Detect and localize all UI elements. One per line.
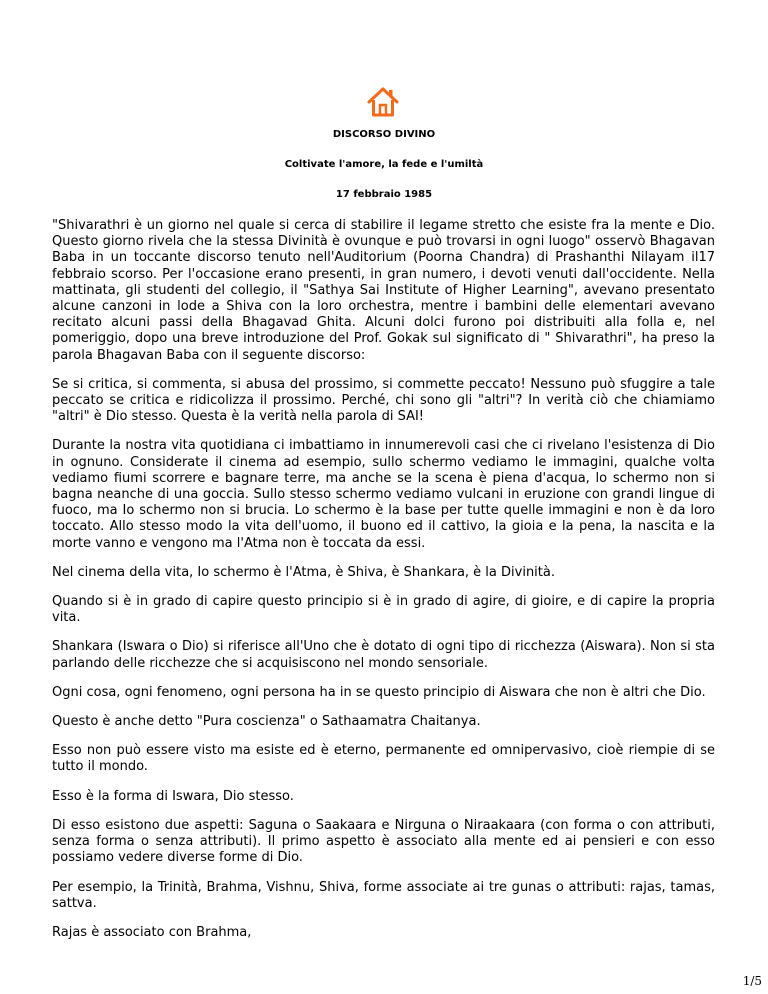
paragraph: Di esso esistono due aspetti: Saguna o Saakaara e Nirguna o Niraakaara (con forma o con attributi, senza forma o senza attributi). Il primo aspetto è associato alla mente ed ai pensieri e con esso possiamo vedere diverse forme di Dio. <box>52 817 715 866</box>
paragraph: "Shivarathri è un giorno nel quale si cerca di stabilire il legame stretto che esiste fra la mente e Dio. Questo giorno rivela che la stessa Divinità è ovunque e può trovarsi in ogni luogo" osservò Bhagavan Baba in un toccante discorso tenuto nell'Auditorium (Poorna Chandra) di Prashanthi Nilayam il17 febbraio scorso. Per l'occasione erano presenti, in gran numero, i devoti venuti dall'occidente. Nella mattinata, gli studenti del collegio, il "Sathya Sai Institute of Higher Learning", avevano presentato alcune canzoni in lode a Shiva con la loro orchestra, mentre i bambini delle elementari avevano recitato alcuni passi della Bhagavad Ghita. Alcuni dolci furono poi distribuiti alla folla e, nel pomeriggio, dopo una breve introduzione del Prof. Gokak sul significato di " Shivarathri", ha preso la parola Bhagavan Baba con il seguente discorso: <box>52 218 715 363</box>
paragraph: Esso è la forma di Iswara, Dio stesso. <box>52 788 294 804</box>
document-date: 17 febbraio 1985 <box>335 189 433 200</box>
paragraph: Shankara (Iswara o Dio) si riferisce all'Uno che è dotato di ogni tipo di ricchezza (Aiswara). Non si sta parlando delle ricchezze che si acquisiscono nel mondo sensoriale. <box>52 639 715 671</box>
document-subtitle: Coltivate l'amore, la fede e l'umiltà <box>284 159 484 170</box>
paragraph: Per esempio, la Trinità, Brahma, Vishnu, Shiva, forme associate ai tre gunas o attributi: rajas, tamas, sattva. <box>52 879 715 911</box>
home-icon[interactable] <box>366 86 400 118</box>
paragraph: Nel cinema della vita, Io schermo è l'Atma, è Shiva, è Shankara, è la Divinità. <box>52 564 555 580</box>
paragraph: Rajas è associato con Brahma, <box>52 924 252 940</box>
paragraph: Se si critica, si commenta, si abusa del prossimo, si commette peccato! Nessuno può sfuggire a tale peccato se critica e ridicolizza il prossimo. Perché, chi sono gli "altri"? In verità ciò che chiamiamo "altri" è Dio stesso. Questa è la verità nella parola di SAI! <box>52 376 715 425</box>
paragraph: Ogni cosa, ogni fenomeno, ogni persona ha in se questo principio di Aiswara che non è altri che Dio. <box>52 684 706 700</box>
paragraph: Questo è anche detto "Pura coscienza" o Sathaamatra Chaitanya. <box>52 714 481 730</box>
discourse-body <box>52 218 715 954</box>
document-title: DISCORSO DIVINO <box>332 129 436 140</box>
paragraph: Durante la nostra vita quotidiana ci imbattiamo in innumerevoli casi che ci rivelano l'esistenza di Dio in ognuno. Considerate il cinema ad esempio, sullo schermo vediamo le immagini, qualche volta vediamo fiumi scorrere e bagnare terre, ma anche se la scena è piena d'acqua, lo schermo non si bagna neanche di una goccia. Sullo stesso schermo vediamo vulcani in eruzione con grandi lingue di fuoco, ma Io schermo non si brucia. Lo schermo è la base per tutte quelle immagini e non è da loro toccato. Allo stesso modo la vita dell'uomo, il buono ed il cattivo, la gioia e la pena, la nascita e la morte vanno e vengono ma l'Atma non è toccata da essi. <box>52 438 715 551</box>
page-number: 1/5 <box>742 974 762 988</box>
paragraph: Esso non può essere visto ma esiste ed è eterno, permanente ed omnipervasivo, cioè riempie di se tutto il mondo. <box>52 743 715 775</box>
paragraph: Quando si è in grado di capire questo principio si è in grado di agire, di gioire, e di capire la propria vita. <box>52 594 715 626</box>
